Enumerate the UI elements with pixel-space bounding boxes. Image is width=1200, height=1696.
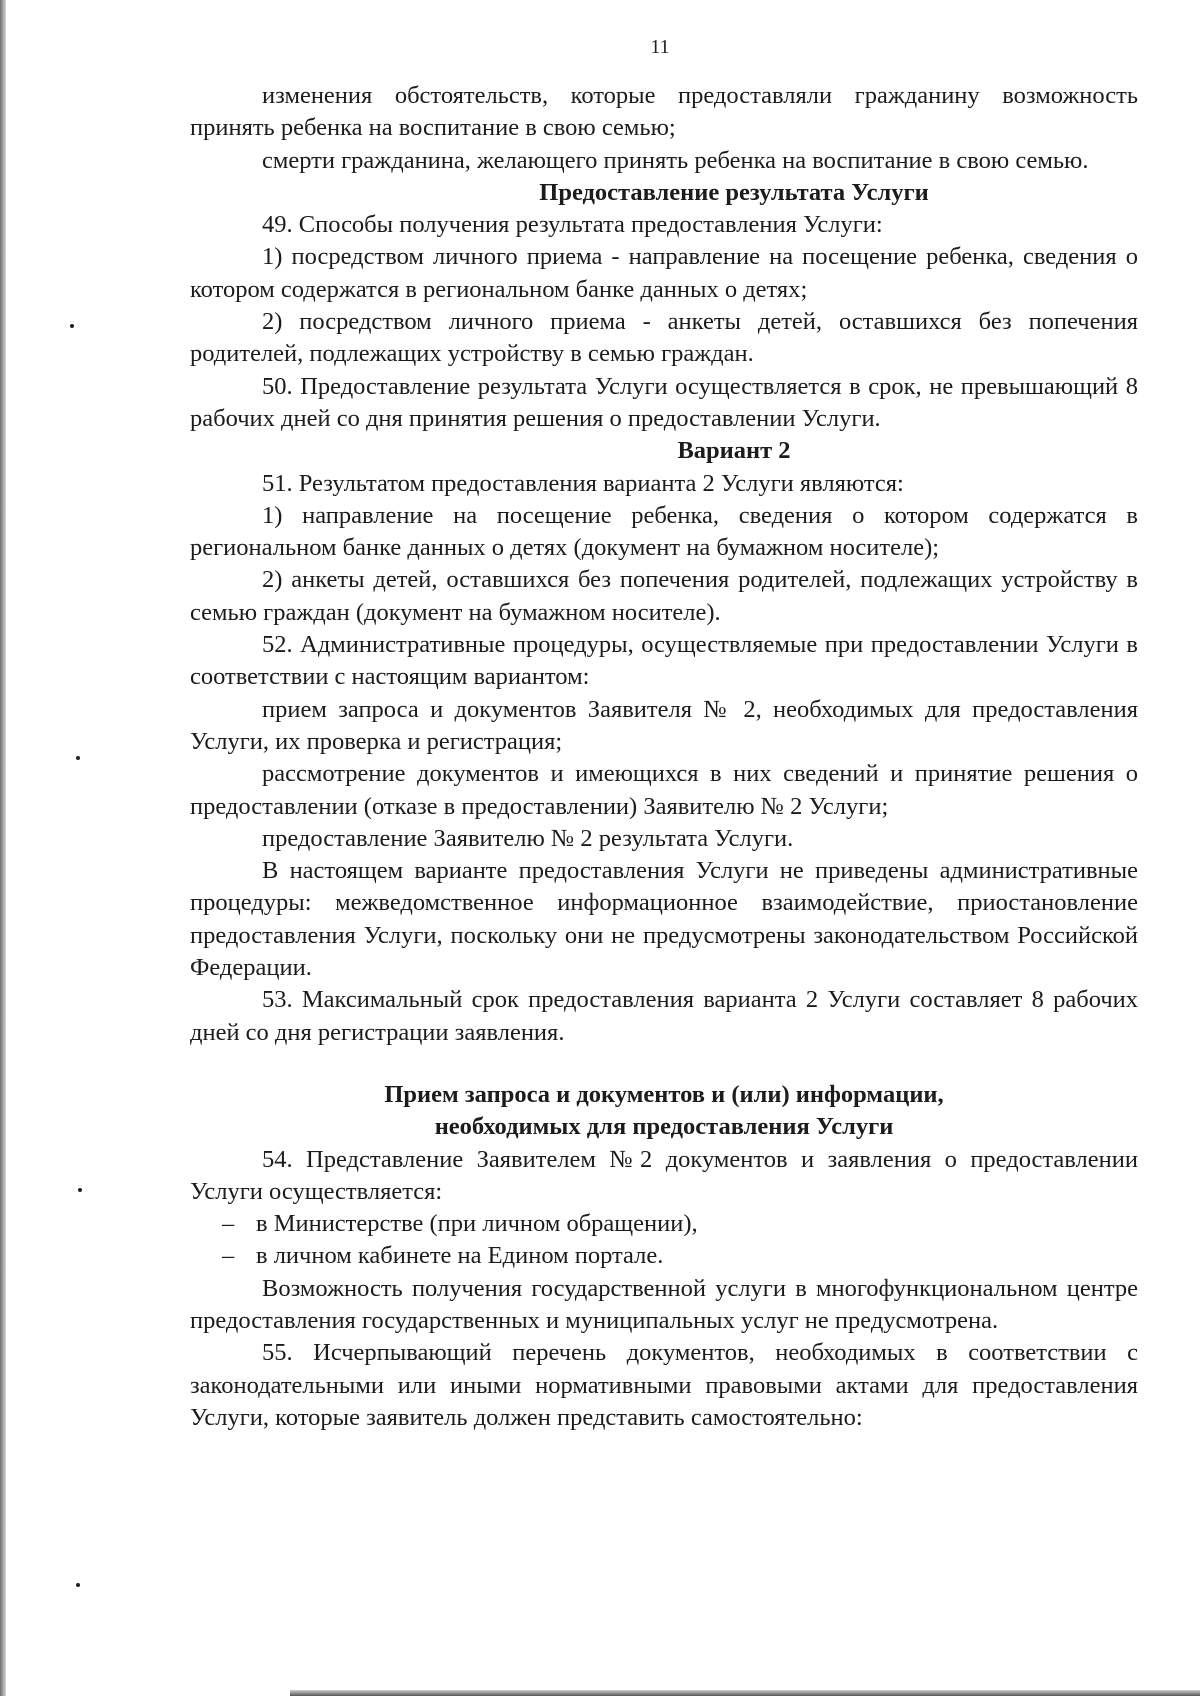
paragraph: 52. Административные процедуры, осуществляемые при предоставлении Услуги в соответствии с настоящим вариантом: xyxy=(190,631,1138,691)
paragraph: смерти гражданина, желающего принять ребенка на воспитание в свою семью. xyxy=(262,146,1089,174)
paragraph: 2) анкеты детей, оставшихся без попечения родителей, подлежащих устройству в семью граждан (документ на бумажном носителе). xyxy=(190,566,1138,626)
dash-bullet: – xyxy=(222,1210,235,1238)
list-item xyxy=(190,1208,1138,1240)
paragraph: 51. Результатом предоставления варианта 2 Услуги являются: xyxy=(262,469,904,497)
scan-bottom-edge xyxy=(290,1690,1200,1696)
scan-edge-shadow xyxy=(0,0,6,1696)
scan-speck xyxy=(70,324,74,328)
paragraph: 1) направление на посещение ребенка, сведения о котором содержатся в региональном банке данных о детях (документ на бумажном носителе); xyxy=(190,501,1138,562)
heading-line: Прием запроса и документов и (или) информации, xyxy=(384,1080,944,1108)
paragraph: Возможность получения государственной услуги в многофункциональном центре предоставления государственных и муниципальных услуг не предусмотрена. xyxy=(190,1274,1138,1334)
section-heading: Вариант 2 xyxy=(677,437,791,465)
paragraph: 50. Предоставление результата Услуги осуществляется в срок, не превышающий 8 рабочих дней со дня принятия решения о предоставлении Услуги. xyxy=(190,372,1138,432)
dash-bullet: – xyxy=(222,1242,235,1270)
paragraph: 53. Максимальный срок предоставления варианта 2 Услуги составляет 8 рабочих дней со дня регистрации заявления. xyxy=(190,986,1138,1046)
list-item xyxy=(190,1240,1138,1272)
list-item-text: в личном кабинете на Едином портале. xyxy=(256,1242,664,1270)
section-heading xyxy=(190,1079,1138,1144)
section-heading: Предоставление результата Услуги xyxy=(539,178,929,206)
list-item-text: в Министерстве (при личном обращении), xyxy=(256,1210,698,1238)
heading-line: необходимых для предоставления Услуги xyxy=(434,1113,894,1141)
page-number: 11 xyxy=(650,36,670,58)
document-body xyxy=(190,80,1138,1434)
paragraph: 55. Исчерпывающий перечень документов, необходимых в соответствии с законодательными или иными нормативными правовыми актами для предоставления Услуги, которые заявитель должен представить самостоятельно: xyxy=(190,1339,1138,1431)
scan-speck xyxy=(76,756,80,760)
scan-speck xyxy=(78,1188,82,1192)
paragraph: В настоящем варианте предоставления Услуги не приведены административные процедуры: межведомственное информационное взаимодействие, приостановление предоставления Услуги, поскольку они не предусмотрены законодательством Российской Федерации. xyxy=(190,857,1138,982)
paragraph: 1) посредством личного приема - направление на посещение ребенка, сведения о котором содержатся в региональном банке данных о детях; xyxy=(190,243,1138,303)
paragraph: предоставление Заявителю № 2 результата Услуги. xyxy=(262,824,794,852)
paragraph: 49. Способы получения результата предоставления Услуги: xyxy=(262,211,883,239)
paragraph: 54. Представление Заявителем №2 документов и заявления о предоставлении Услуги осуществляется: xyxy=(190,1145,1138,1205)
paragraph: изменения обстоятельств, которые предоставляли гражданину возможность принять ребенка на воспитание в свою семью; xyxy=(190,82,1138,142)
paragraph: прием запроса и документов Заявителя № 2, необходимых для предоставления Услуги, их проверка и регистрация; xyxy=(190,695,1138,755)
scan-speck xyxy=(76,1583,80,1587)
paragraph: рассмотрение документов и имеющихся в них сведений и принятие решения о предоставлении (отказе в предоставлении) Заявителю № 2 Услуги; xyxy=(190,760,1138,820)
paragraph: 2) посредством личного приема - анкеты детей, оставшихся без попечения родителей, подлежащих устройству в семью граждан. xyxy=(190,308,1138,368)
